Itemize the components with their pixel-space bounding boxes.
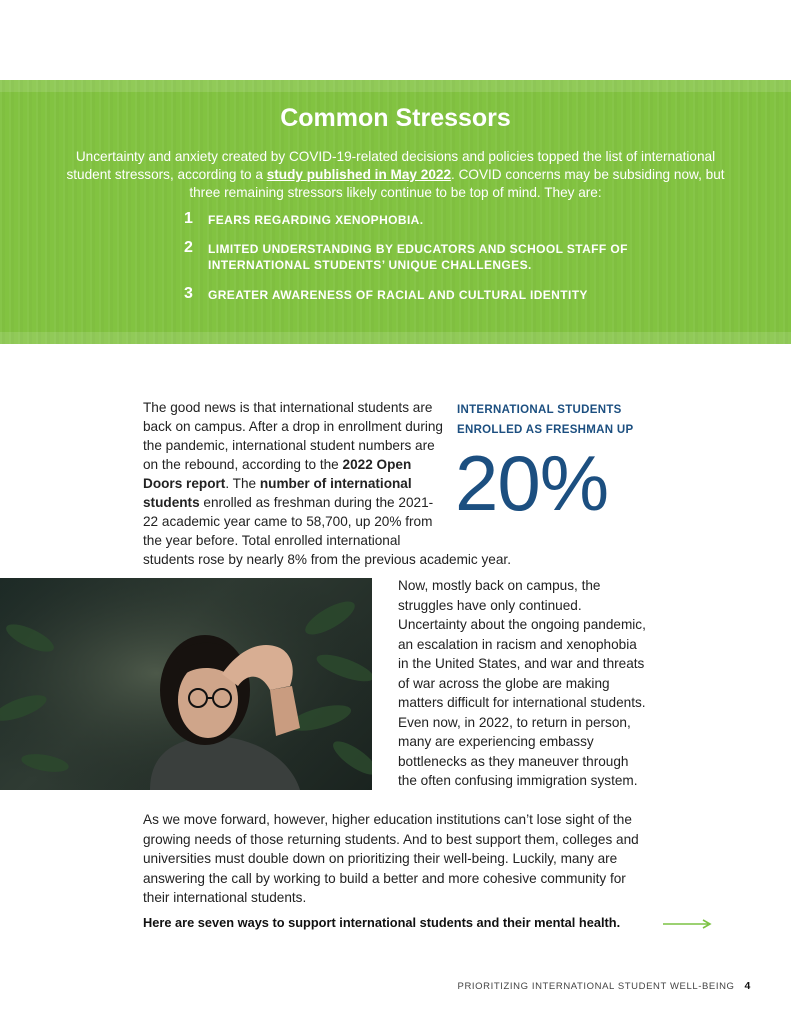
intro-text-c: . The xyxy=(225,476,260,491)
footer-title: PRIORITIZING INTERNATIONAL STUDENT WELL-BEING xyxy=(457,981,735,992)
banner-intro-text-end: . COVID concerns may be subsiding now, but three remaining stressors likely continue to be top of mind. They are: xyxy=(189,167,725,200)
banner-intro-text: Uncertainty and anxiety created by COVID-19-related decisions and policies topped the list of international student stressors, according to a xyxy=(66,149,716,182)
stressor-number: 3 xyxy=(184,285,194,302)
study-link[interactable]: study published in May 2022 xyxy=(266,167,452,182)
stressor-text: FEARS REGARDING XENOPHOBIA. xyxy=(208,213,424,227)
banner-bottom-edge xyxy=(0,332,791,344)
intro-paragraph xyxy=(143,398,653,569)
stressor-number: 2 xyxy=(184,239,194,256)
arrow-right-icon xyxy=(663,917,713,931)
stat-label-line2: ENROLLED AS FRESHMAN UP xyxy=(457,424,634,436)
student-illustration xyxy=(0,578,372,790)
stressor-item xyxy=(184,212,704,228)
stat-label-line1: INTERNATIONAL STUDENTS xyxy=(457,404,622,416)
stressor-text: GREATER AWARENESS OF RACIAL AND CULTURAL IDENTITY xyxy=(208,288,588,302)
enrollment-stat xyxy=(457,398,653,538)
open-doors-report: 2022 Open Doors report xyxy=(143,457,412,491)
stressor-item xyxy=(184,241,704,273)
number-of-students-ref: number of international students xyxy=(143,476,412,510)
stressed-student-photo xyxy=(0,578,372,790)
seven-ways-callout: Here are seven ways to support international students and their mental health. xyxy=(143,915,621,930)
intro-text-a: The good news is that international students are back on campus. After a drop in enrollment during the pandemic, international student numbers are on the rebound, according to the xyxy=(143,400,443,472)
banner-title: Common Stressors xyxy=(280,104,511,132)
banner-intro xyxy=(60,148,731,202)
banner-top-edge xyxy=(0,80,791,92)
stressor-item xyxy=(184,287,704,303)
stat-value: 20% xyxy=(455,439,609,527)
stressor-list xyxy=(184,212,704,303)
intro-text-d: enrolled as freshman during the 2021-22 academic year came to 58,700, up 20% from the year before. Total enrolled international students rose by nearly 8% from the previous academic year. xyxy=(143,495,511,567)
page-footer xyxy=(458,980,751,992)
support-paragraph: As we move forward, however, higher education institutions can’t lose sight of the growing needs of those returning students. And to best support them, colleges and universities must double down on prioritizing their well-being. Luckily, many are answering the call by working to build a better and more cohesive community for their international students. xyxy=(143,812,639,905)
stressor-number: 1 xyxy=(184,210,194,227)
page-number: 4 xyxy=(744,980,751,992)
struggles-paragraph: Now, mostly back on campus, the struggles have only continued. Uncertainty about the ongoing pandemic, an escalation in racism and xenophobia in the United States, and war and threats of war across the globe are making matters difficult for international students. Even now, in 2022, to return in person, many are experiencing embassy bottlenecks as they maneuver through the often confusing immigration system. xyxy=(398,578,646,788)
stressor-text: LIMITED UNDERSTANDING BY EDUCATORS AND SCHOOL STAFF OF INTERNATIONAL STUDENTS’ UNIQUE CHALLENGES. xyxy=(208,242,628,272)
